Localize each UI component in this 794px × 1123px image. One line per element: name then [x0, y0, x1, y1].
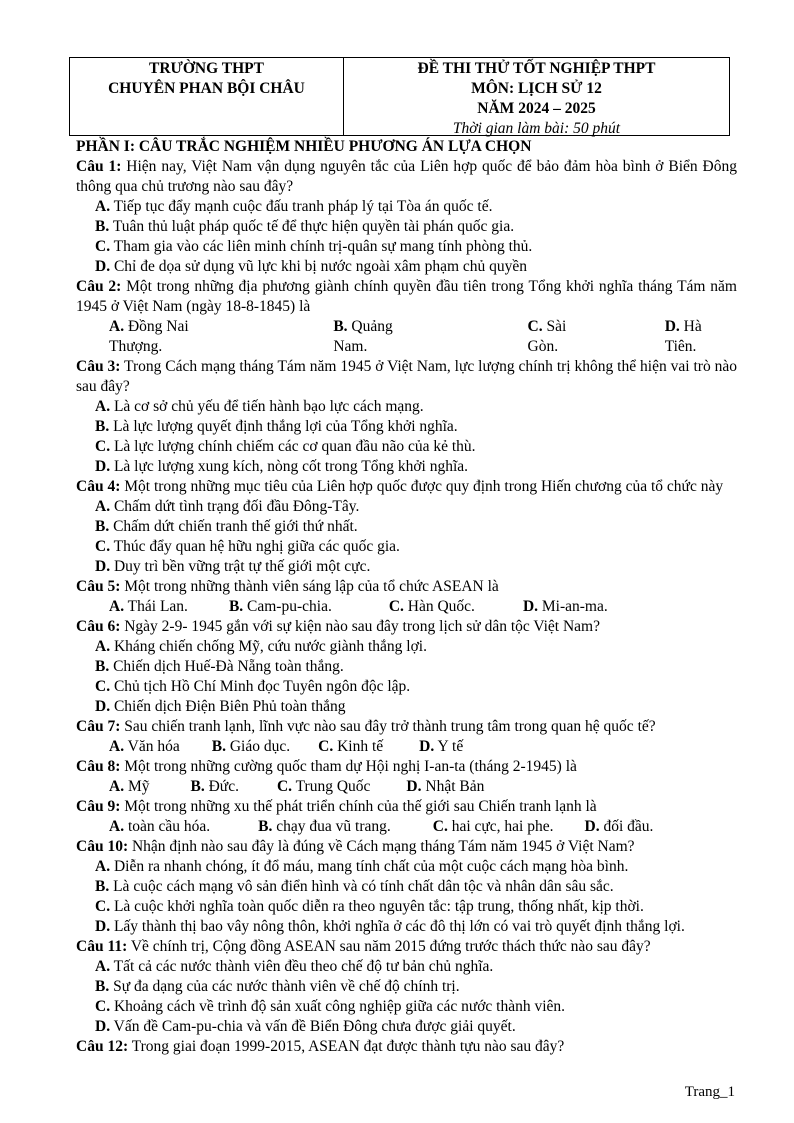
option-key: C. [527, 318, 543, 335]
answer-option [76, 957, 737, 977]
answer-option [109, 777, 150, 797]
question-text: Sau chiến tranh lạnh, lĩnh vực nào sau đây trở thành trung tâm trong quan hệ quốc tế? [120, 718, 656, 735]
option-key: B. [95, 878, 110, 895]
answer-option [528, 317, 601, 357]
option-key: A. [95, 638, 111, 655]
option-text: Kháng chiến chống Mỹ, cứu nước giành thắng lợi. [110, 638, 427, 655]
option-text: Mỹ [124, 778, 150, 795]
option-text: Thúc đẩy quan hệ hữu nghị giữa các quốc gia. [110, 538, 400, 555]
exam-duration: Thời gian làm bài: 50 phút [452, 120, 621, 137]
answer-option [76, 1017, 737, 1037]
school-line2: CHUYÊN PHAN BỘI CHÂU [108, 80, 305, 97]
option-text: Diễn ra nhanh chóng, ít đổ máu, mang tính chất của một cuộc cách mạng hòa bình. [110, 858, 629, 875]
option-key: A. [95, 858, 111, 875]
question [76, 797, 737, 817]
option-text: Tiếp tục đẩy mạnh cuộc đấu tranh pháp lý tại Tòa án quốc tế. [110, 198, 493, 215]
answer-option [76, 657, 737, 677]
option-text: Tuân thủ luật pháp quốc tế để thực hiện quyền tài phán quốc gia. [109, 218, 515, 235]
option-key: B. [333, 318, 348, 335]
school-cell [70, 58, 344, 135]
question-label: Câu 7: [76, 718, 121, 735]
option-text: Y tế [434, 738, 464, 755]
option-key: C. [95, 438, 111, 455]
option-key: A. [109, 318, 125, 335]
answer-option [389, 597, 475, 617]
option-key: B. [95, 518, 110, 535]
answer-option [76, 557, 737, 577]
answer-option [109, 597, 188, 617]
option-text: Văn hóa [124, 738, 180, 755]
question-list [76, 157, 737, 1057]
answer-option [585, 817, 654, 837]
question-text: Trong Cách mạng tháng Tám năm 1945 ở Việt Nam, lực lượng chính trị không thể hiện vai trò nào sau đây? [76, 358, 737, 395]
question [76, 837, 737, 857]
answer-option [76, 877, 737, 897]
option-key: D. [419, 738, 435, 755]
answer-option [229, 597, 332, 617]
answer-option [76, 517, 737, 537]
question-text: Một trong những cường quốc tham dự Hội nghị I-an-ta (tháng 2-1945) là [120, 758, 577, 775]
answer-option [523, 597, 608, 617]
answer-option [76, 857, 737, 877]
option-text: Quảng Nam. [333, 318, 393, 355]
question-label: Câu 12: [76, 1038, 129, 1055]
option-key: A. [95, 198, 111, 215]
option-key: A. [95, 958, 111, 975]
answer-option [76, 697, 737, 717]
option-text: chạy đua vũ trang. [272, 818, 391, 835]
question-label: Câu 6: [76, 618, 121, 635]
option-text: Hà Tiên. [664, 318, 702, 355]
option-key: A. [109, 598, 125, 615]
header-table [69, 57, 730, 136]
answer-option [76, 397, 737, 417]
option-key: B. [95, 218, 110, 235]
option-text: Là cuộc cách mạng vô sản điển hình và có tính chất dân tộc và nhân dân sâu sắc. [109, 878, 614, 895]
option-text: Giáo dục. [225, 738, 291, 755]
question-label: Câu 1: [76, 158, 122, 175]
answer-option [406, 777, 484, 797]
question-label: Câu 2: [76, 278, 122, 295]
answer-option [212, 737, 290, 757]
answer-option [76, 917, 737, 937]
option-text: đối đầu. [599, 818, 654, 835]
option-text: Vấn đề Cam-pu-chia và vấn đề Biển Đông chưa được giải quyết. [110, 1018, 516, 1035]
option-key: C. [318, 738, 334, 755]
option-key: D. [584, 818, 600, 835]
option-text: hai cực, hai phe. [447, 818, 554, 835]
option-key: B. [95, 978, 110, 995]
option-key: B. [95, 658, 110, 675]
option-text: Hàn Quốc. [403, 598, 475, 615]
option-text: Lấy thành thị bao vây nông thôn, khởi nghĩa ở các đô thị lớn có vai trò quyết định thắng lợi. [110, 918, 685, 935]
school-line1: TRƯỜNG THPT [149, 60, 264, 77]
answer-option [76, 497, 737, 517]
option-key: B. [258, 818, 273, 835]
option-key: D. [664, 318, 680, 335]
option-key: A. [95, 398, 111, 415]
question-text: Nhận định nào sau đây là đúng về Cách mạng tháng Tám năm 1945 ở Việt Nam? [128, 838, 635, 855]
option-key: B. [228, 598, 244, 615]
answer-option-row [76, 777, 737, 797]
option-key: D. [95, 258, 111, 275]
option-text: Duy trì bền vững trật tự thế giới một cực. [110, 558, 371, 575]
option-text: Sài Gòn. [527, 318, 567, 355]
question-text: Ngày 2-9- 1945 gắn với sự kiện nào sau đây trong lịch sử dân tộc Việt Nam? [120, 618, 600, 635]
question [76, 477, 737, 497]
answer-option [433, 817, 554, 837]
question-text: Về chính trị, Cộng đồng ASEAN sau năm 2015 đứng trước thách thức nào sau đây? [127, 938, 651, 955]
answer-option [76, 457, 737, 477]
question-label: Câu 5: [76, 578, 121, 595]
answer-option-row [76, 317, 737, 357]
option-text: Chấm dứt chiến tranh thế giới thứ nhất. [109, 518, 358, 535]
option-key: C. [95, 678, 111, 695]
exam-year: NĂM 2024 – 2025 [477, 100, 596, 117]
option-text: Cam-pu-chia. [243, 598, 332, 615]
question-text: Một trong những xu thế phát triển chính của thế giới sau Chiến tranh lạnh là [120, 798, 597, 815]
question-label: Câu 10: [76, 838, 129, 855]
option-text: Kinh tế [333, 738, 384, 755]
option-key: D. [95, 558, 111, 575]
answer-option-row [76, 597, 737, 617]
option-text: Thái Lan. [124, 598, 188, 615]
exam-title: ĐỀ THI THỬ TỐT NGHIỆP THPT [417, 60, 656, 77]
question-label: Câu 8: [76, 758, 121, 775]
answer-option [109, 817, 210, 837]
option-key: A. [109, 778, 125, 795]
option-text: Là lực lượng xung kích, nòng cốt trong Tổng khởi nghĩa. [110, 458, 469, 475]
option-text: Nhật Bản [421, 778, 485, 795]
option-key: D. [406, 778, 422, 795]
option-key: D. [95, 458, 111, 475]
question-text: Một trong những mục tiêu của Liên hợp quốc được quy định trong Hiến chương của tổ chức này [120, 478, 724, 495]
answer-option [76, 637, 737, 657]
option-text: Tham gia vào các liên minh chính trị-quân sự mang tính phòng thủ. [110, 238, 533, 255]
question-label: Câu 3: [76, 358, 121, 375]
answer-option [76, 217, 737, 237]
exam-subject: MÔN: LỊCH SỬ 12 [471, 80, 602, 97]
answer-option [76, 677, 737, 697]
question [76, 937, 737, 957]
option-key: A. [95, 498, 111, 515]
question [76, 757, 737, 777]
answer-option [419, 737, 463, 757]
option-text: Là cuộc khởi nghĩa toàn quốc diễn ra theo nguyên tắc: tập trung, thống nhất, kịp thời. [110, 898, 644, 915]
option-key: A. [109, 818, 125, 835]
option-text: Chiến dịch Huế-Đà Nẵng toàn thắng. [109, 658, 344, 675]
answer-option-row [76, 817, 737, 837]
option-key: B. [95, 418, 110, 435]
option-key: C. [95, 998, 111, 1015]
answer-option [76, 977, 737, 997]
answer-option [76, 197, 737, 217]
option-text: Tất cả các nước thành viên đều theo chế độ tư bản chủ nghĩa. [110, 958, 494, 975]
page-number: Trang_1 [684, 1084, 735, 1100]
option-key: C. [95, 238, 111, 255]
question-label: Câu 9: [76, 798, 121, 815]
question-text: Một trong những địa phương giành chính quyền đầu tiên trong Tổng khởi nghĩa tháng Tám năm 1945 ở Việt Nam (ngày 18-8-1845) là [76, 278, 737, 315]
option-text: Khoảng cách về trình độ sản xuất công nghiệp giữa các nước thành viên. [110, 998, 566, 1015]
option-text: Là cơ sở chủ yếu để tiến hành bạo lực cách mạng. [110, 398, 424, 415]
option-key: D. [95, 918, 111, 935]
exam-content [76, 137, 737, 1057]
option-text: Sự đa dạng của các nước thành viên về chế độ chính trị. [109, 978, 460, 995]
option-key: C. [95, 538, 111, 555]
answer-option [333, 317, 430, 357]
option-text: toàn cầu hóa. [124, 818, 211, 835]
option-key: C. [432, 818, 448, 835]
section-title: PHẦN I: CÂU TRẮC NGHIỆM NHIỀU PHƯƠNG ÁN LỰA CHỌN [76, 138, 532, 155]
option-text: Chiến dịch Điện Biên Phủ toàn thắng [110, 698, 346, 715]
question [76, 717, 737, 737]
option-text: Chủ tịch Hồ Chí Minh đọc Tuyên ngôn độc lập. [110, 678, 411, 695]
answer-option [76, 417, 737, 437]
option-text: Là lực lượng chính chiếm các cơ quan đầu não của kẻ thù. [110, 438, 476, 455]
option-text: Mi-an-ma. [538, 598, 608, 615]
option-key: C. [388, 598, 404, 615]
question-label: Câu 11: [76, 938, 128, 955]
answer-option [76, 237, 737, 257]
question [76, 357, 737, 397]
option-text: Chấm dứt tình trạng đối đầu Đông-Tây. [110, 498, 360, 515]
answer-option [277, 777, 370, 797]
option-key: A. [109, 738, 125, 755]
answer-option [76, 257, 737, 277]
question [76, 617, 737, 637]
answer-option [191, 777, 239, 797]
option-text: Đức. [204, 778, 239, 795]
answer-option [109, 737, 180, 757]
question [76, 1037, 737, 1057]
option-text: Đồng Nai Thượng. [109, 318, 189, 355]
question-text: Hiện nay, Việt Nam vận dụng nguyên tắc của Liên hợp quốc để bảo đảm hòa bình ở Biển Đông thông qua chủ trương nào sau đây? [76, 158, 737, 195]
answer-option-row [76, 737, 737, 757]
answer-option [76, 437, 737, 457]
option-key: D. [95, 698, 111, 715]
option-text: Trung Quốc [292, 778, 371, 795]
answer-option [109, 317, 245, 357]
exam-info-cell [344, 58, 729, 135]
option-text: Là lực lượng quyết định thắng lợi của Tổng khởi nghĩa. [109, 418, 458, 435]
option-key: B. [190, 778, 205, 795]
option-key: D. [95, 1018, 111, 1035]
option-key: D. [522, 598, 539, 615]
question [76, 577, 737, 597]
question [76, 157, 737, 197]
option-key: C. [95, 898, 111, 915]
question-text: Một trong những thành viên sáng lập của tổ chức ASEAN là [120, 578, 499, 595]
answer-option [76, 897, 737, 917]
answer-option [76, 537, 737, 557]
question-label: Câu 4: [76, 478, 121, 495]
answer-option [665, 317, 737, 357]
answer-option [318, 737, 383, 757]
answer-option [76, 997, 737, 1017]
question [76, 277, 737, 317]
option-text: Chỉ đe dọa sử dụng vũ lực khi bị nước ngoài xâm phạm chủ quyền [110, 258, 528, 275]
answer-option [258, 817, 391, 837]
option-key: C. [276, 778, 293, 795]
option-key: B. [211, 738, 226, 755]
question-text: Trong giai đoạn 1999-2015, ASEAN đạt được thành tựu nào sau đây? [128, 1038, 565, 1055]
